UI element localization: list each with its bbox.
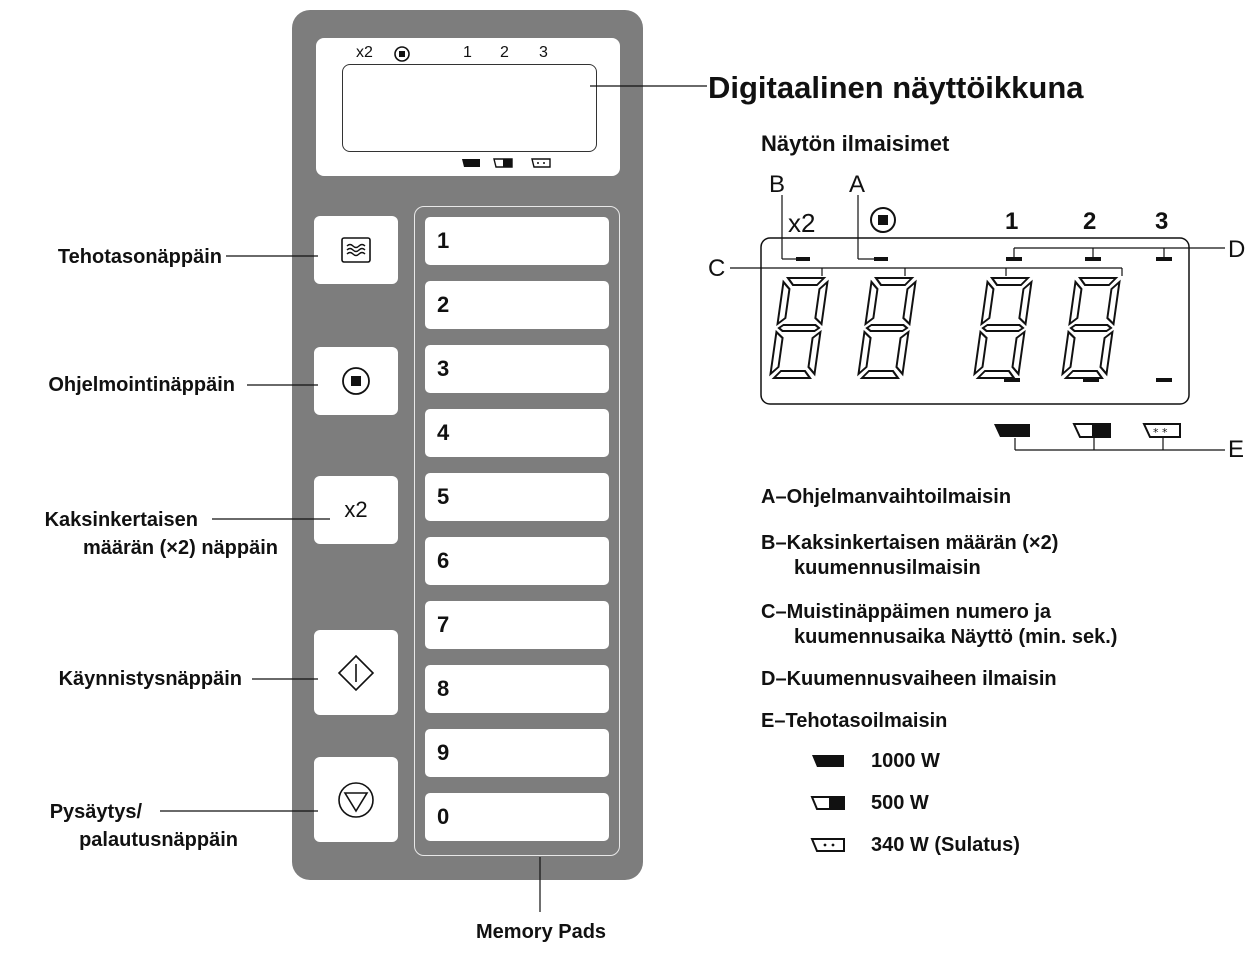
- display-x2-label: x2: [356, 44, 373, 61]
- memory-pad-4[interactable]: 4: [425, 409, 609, 457]
- defrost-power-icon: [810, 836, 846, 854]
- svg-text:* *: * *: [1153, 426, 1168, 439]
- legend-power-500: 500 W: [871, 792, 929, 814]
- double-quantity-label: x2: [344, 497, 368, 522]
- half-power-icon: [810, 794, 846, 812]
- memory-pad-0[interactable]: 0: [425, 793, 609, 841]
- seven-segment-digits: [770, 278, 1120, 378]
- legend-power-340: 340 W (Sulatus): [871, 834, 1020, 856]
- memory-pad-1[interactable]: 1: [425, 217, 609, 265]
- indicator-stage-2: 2: [1083, 208, 1097, 235]
- callout-display-window: Digitaalinen näyttöikkuna: [708, 70, 1084, 105]
- label-b: B: [769, 171, 786, 198]
- callout-power-level: Tehotasonäppäin: [57, 246, 222, 268]
- legend-e: E–Tehotasoilmaisin: [761, 710, 948, 732]
- callout-double-line2: määrän (×2) näppäin: [82, 537, 278, 559]
- memory-pad-9[interactable]: 9: [425, 729, 609, 777]
- callout-double-line1: Kaksinkertaisen: [44, 509, 198, 531]
- legend-a: A–Ohjelmanvaihtoilmaisin: [761, 486, 1012, 508]
- callout-memory-pads: Memory Pads: [476, 921, 607, 943]
- label-c: C: [708, 255, 726, 282]
- display-step-1-label: 1: [463, 44, 472, 61]
- callout-start: Käynnistysnäppäin: [58, 668, 242, 690]
- legend-b-line2: kuumennusilmaisin: [794, 557, 981, 579]
- memory-pad-2[interactable]: 2: [425, 281, 609, 329]
- display-step-3-label: 3: [539, 44, 548, 61]
- legend-d: D–Kuumennusvaiheen ilmaisin: [761, 668, 1057, 690]
- legend-power-1000: 1000 W: [871, 750, 940, 772]
- indicators-title: Näytön ilmaisimet: [761, 131, 950, 156]
- display-step-2-label: 2: [500, 44, 509, 61]
- indicator-x2-label: x2: [788, 208, 816, 238]
- legend-c-line2: kuumennusaika Näyttö (min. sek.): [794, 626, 1118, 648]
- memory-pad-8[interactable]: 8: [425, 665, 609, 713]
- indicator-stage-3: 3: [1155, 208, 1169, 235]
- memory-pad-6[interactable]: 6: [425, 537, 609, 585]
- power-level-indicator-icons: [994, 424, 1180, 439]
- callout-program: Ohjelmointinäppäin: [48, 374, 235, 396]
- full-power-icon: [810, 752, 846, 770]
- callout-stop-line2: palautusnäppäin: [79, 829, 238, 851]
- legend-b-line1: B–Kaksinkertaisen määrän (×2): [761, 532, 1059, 554]
- label-d: D: [1228, 236, 1246, 263]
- memory-pad-3[interactable]: 3: [425, 345, 609, 393]
- label-a: A: [849, 171, 866, 198]
- memory-pad-5[interactable]: 5: [425, 473, 609, 521]
- label-e: E: [1228, 436, 1245, 463]
- indicator-stage-1: 1: [1005, 208, 1019, 235]
- legend-c-line1: C–Muistinäppäimen numero ja: [761, 601, 1052, 623]
- callout-stop-line1: Pysäytys/: [49, 801, 142, 823]
- memory-pad-7[interactable]: 7: [425, 601, 609, 649]
